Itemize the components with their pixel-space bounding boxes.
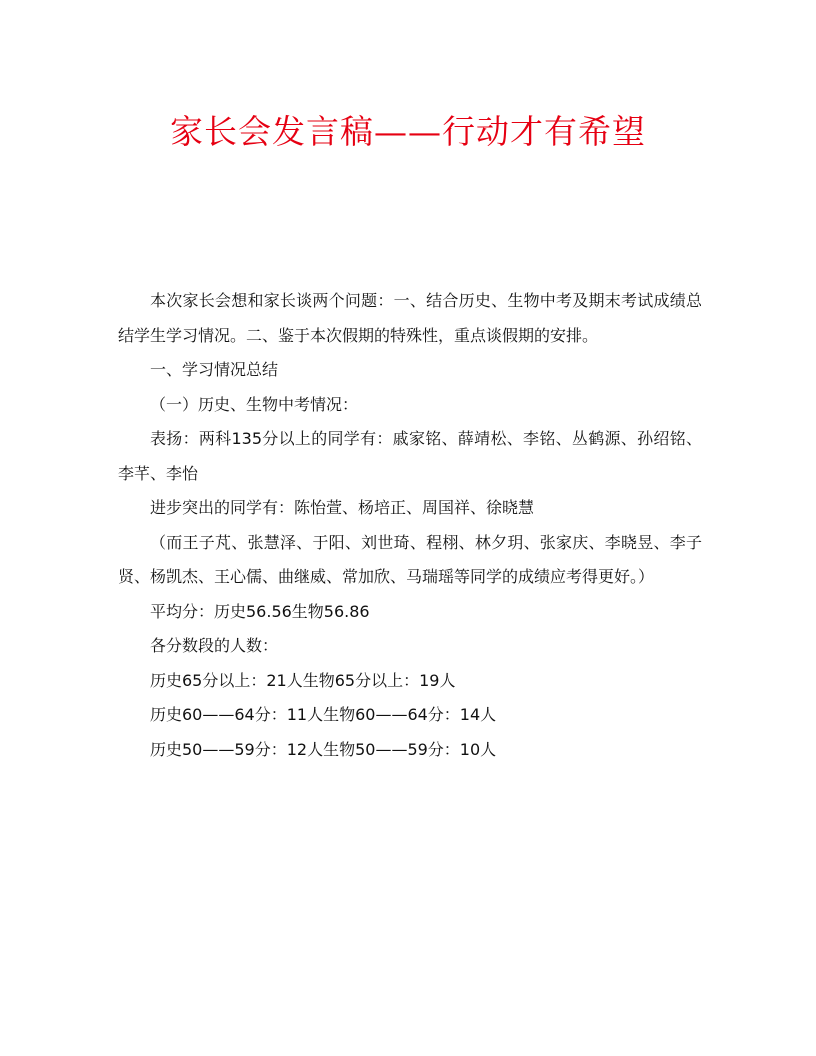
paragraph-score-band-60-64: 历史60——64分：11人生物60——64分：14人 bbox=[150, 705, 497, 724]
subsection-heading-midterm: （一）历史、生物中考情况： bbox=[150, 394, 359, 414]
paragraph-score-band-65: 历史65分以上：21人生物65分以上：19人 bbox=[150, 670, 456, 690]
paragraph-praise: 表扬：两科135分以上的同学有：戚家铭、薛靖松、李铭、丛鹤源、孙绍铭、李芊、李怡 bbox=[118, 429, 702, 483]
paragraph-average-score: 平均分：历史56.56生物56.86 bbox=[150, 601, 370, 621]
paragraph-intro: 本次家长会想和家长谈两个问题：一、结合历史、生物中考及期末考试成绩总结学生学习情况。二、鉴于本次假期的特殊性，重点谈假期的安排。 bbox=[118, 291, 702, 345]
paragraph-expect-better: （而王子芃、张慧泽、于阳、刘世琦、程栩、林夕玥、张家庆、李晓昱、李子贤、杨凯杰、王心儒、曲继威、常加欣、马瑞瑶等同学的成绩应考得更好。） bbox=[118, 532, 702, 586]
document-title: 家长会发言稿——行动才有希望 bbox=[170, 112, 646, 151]
paragraph-score-band-50-59: 历史50——59分：12人生物50——59分：10人 bbox=[150, 739, 497, 759]
document-body bbox=[118, 284, 702, 767]
paragraph-score-bands-heading: 各分数段的人数： bbox=[150, 636, 279, 655]
section-heading-study-summary: 一、学习情况总结 bbox=[150, 360, 279, 379]
paragraph-progress: 进步突出的同学有：陈怡萱、杨培正、周国祥、徐晓慧 bbox=[150, 498, 535, 517]
